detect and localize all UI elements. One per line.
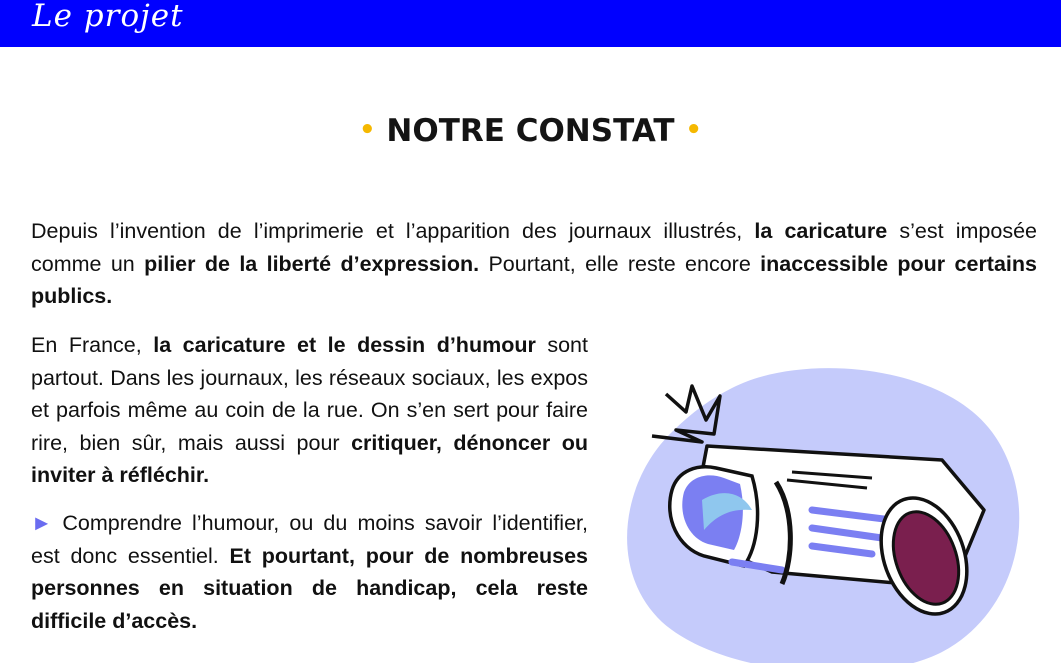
bullet-dot-left: • [359, 115, 376, 145]
bold-run: inaccessible pour certains publics. [31, 251, 1037, 308]
bold-run: pilier de la liberté d’expression. [144, 251, 480, 276]
bullet-dot-right: • [685, 115, 702, 145]
arrow-bullet-icon: ► [31, 511, 53, 535]
text-run: Pourtant, elle reste encore [479, 251, 761, 276]
accessibility-paragraph [31, 507, 588, 637]
text-run: sont partout. Dans les journaux, les réseaux sociaux, les expos et parfois même au coin de la rue. On s’en sert pour faire rire, bien sûr, mais aussi pour [31, 333, 588, 455]
text-run: Depuis l’invention de l’imprimerie et l’apparition des journaux illustrés, [31, 219, 755, 243]
text-run: s’est imposée comme un [31, 219, 1037, 276]
bold-run: la caricature [754, 219, 888, 243]
bold-run: Et pourtant, pour de nombreuses personnes en situation de handicap, cela reste difficile d’accès. [31, 543, 588, 633]
intro-paragraph [31, 215, 1037, 313]
bold-run: critiquer, dénoncer ou inviter à réfléchir. [31, 430, 588, 487]
banner-title: Le projet [32, 0, 184, 34]
bold-run: la caricature et le dessin d’humour [153, 333, 536, 357]
france-paragraph [31, 329, 588, 492]
rolled-newspaper-icon [612, 360, 1057, 663]
burst-lines [652, 386, 720, 442]
section-heading-text: NOTRE CONSTAT [386, 113, 675, 149]
text-run: Comprendre l’humour, ou du moins savoir l’identifier, est donc essentiel. [31, 511, 588, 568]
section-heading [0, 113, 1061, 149]
top-banner [0, 0, 1061, 47]
text-run: En France, [31, 333, 154, 357]
